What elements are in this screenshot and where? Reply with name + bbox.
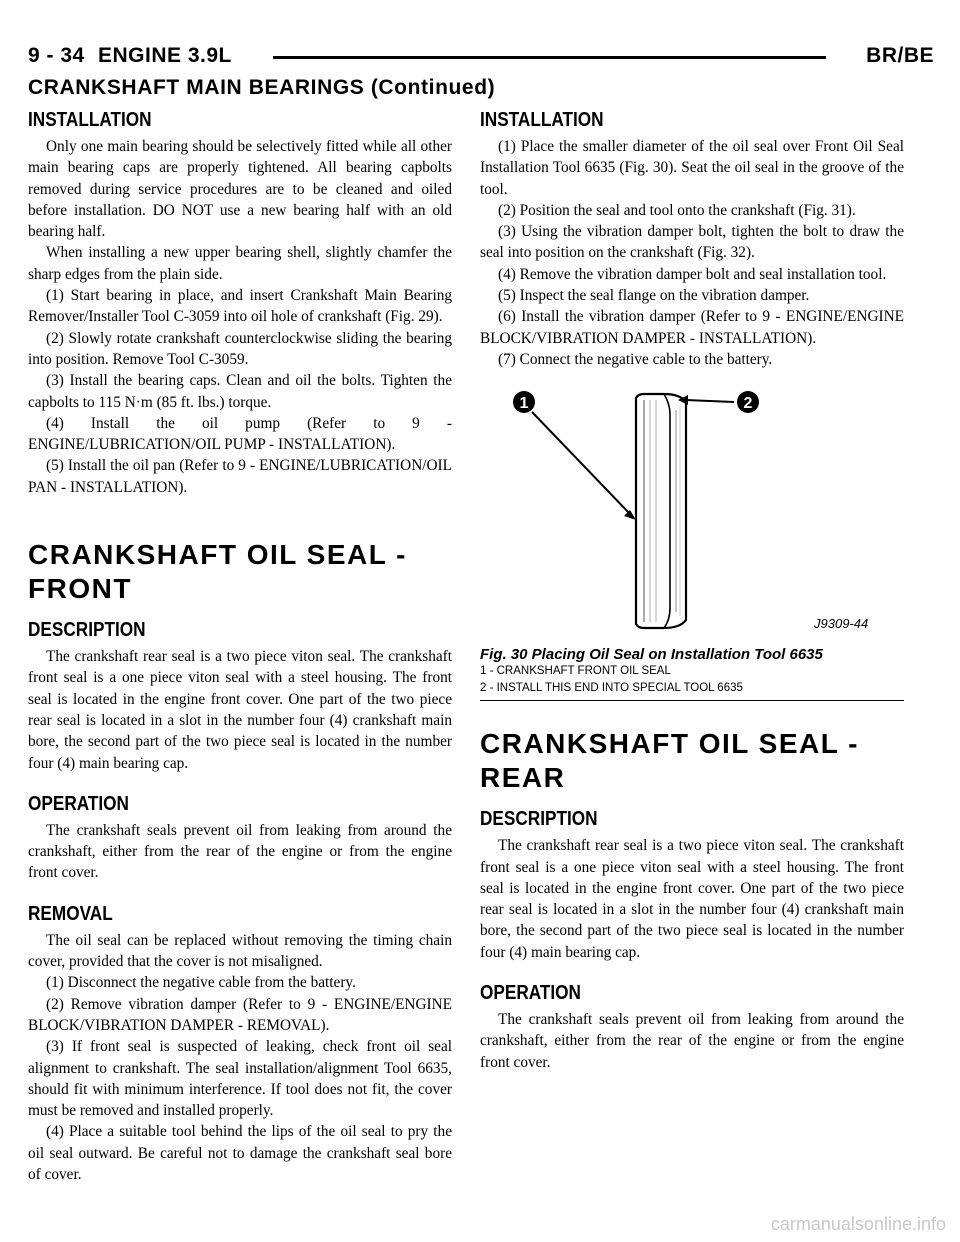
installation-heading: INSTALLATION xyxy=(480,109,604,131)
page-header xyxy=(28,44,934,74)
step: (1) Place the smaller diameter of the oil seal over Front Oil Seal Installation Tool 6635 (Fig. 30). Seat the oil seal in the groove of the tool. xyxy=(480,138,904,198)
description-heading: DESCRIPTION xyxy=(480,808,598,831)
paragraph: The oil seal can be replaced without removing the timing chain cover, provided that the cover is not misaligned. xyxy=(28,931,452,971)
installation-heading: INSTALLATION xyxy=(28,109,152,131)
section-title-rear-seal: CRANKSHAFT OIL SEAL - REAR xyxy=(480,728,859,794)
callout-1-arrowhead xyxy=(624,510,636,520)
left-column xyxy=(28,108,452,1185)
callout-2-label: 2 xyxy=(743,395,753,413)
step: (2) Position the seal and tool onto the crankshaft (Fig. 31). xyxy=(498,201,856,219)
figure-30 xyxy=(480,384,904,640)
description-heading: DESCRIPTION xyxy=(28,619,146,642)
header-rule xyxy=(273,56,826,59)
paragraph: When installing a new upper bearing shell, slightly chamfer the sharp edges from the plain side. xyxy=(28,244,452,283)
step: (5) Install the oil pan (Refer to 9 - ENGINE/LUBRICATION/OIL PAN - INSTALLATION). xyxy=(28,457,452,496)
step: (1) Disconnect the negative cable from the battery. xyxy=(46,974,356,992)
removal-heading: REMOVAL xyxy=(28,902,113,925)
figure-legend-item: 1 - CRANKSHAFT FRONT OIL SEAL xyxy=(480,665,671,678)
operation-heading: OPERATION xyxy=(480,982,581,1005)
paragraph: The crankshaft seals prevent oil from leaking from around the crankshaft, either from the rear of the engine or from the engine front cover. xyxy=(28,821,452,882)
page-number: 9 - 34 xyxy=(28,44,85,67)
continued-heading: CRANKSHAFT MAIN BEARINGS (Continued) xyxy=(28,76,496,99)
paragraph: Only one main bearing should be selectively fitted while all other main bearing caps are properly tightened. All bearing capbolts removed during service procedures are to be cleaned and oiled before installation. DO NOT use a new bearing half with an old bearing half. xyxy=(28,138,452,241)
callout-1-leader xyxy=(532,412,630,514)
step: (4) Remove the vibration damper bolt and seal installation tool. xyxy=(498,265,887,283)
paragraph: The crankshaft rear seal is a two piece viton seal. The crankshaft front seal is a one piece viton seal with a steel housing. The front seal is located in the engine front cover. One part of the two piece rear seal is located in a slot in the number four (4) crankshaft main bore, the second part of the two piece seal is located in the number four (4) main bearing cap. xyxy=(480,837,904,961)
operation-heading: OPERATION xyxy=(28,792,129,815)
section-title-front-seal: CRANKSHAFT OIL SEAL - FRONT xyxy=(28,539,407,605)
chapter-title: ENGINE 3.9L xyxy=(98,44,232,67)
model-code: BR/BE xyxy=(866,44,934,67)
figure-legend-item: 2 - INSTALL THIS END INTO SPECIAL TOOL 6635 xyxy=(480,682,743,695)
step: (3) Install the bearing caps. Clean and oil the bolts. Tighten the capbolts to 115 N·m (85 ft. lbs.) torque. xyxy=(28,372,452,411)
step: (4) Place a suitable tool behind the lips of the oil seal to pry the oil seal outward. Be careful not to damage the crankshaft seal bore of cover. xyxy=(28,1123,452,1183)
step: (6) Install the vibration damper (Refer to 9 - ENGINE/ENGINE BLOCK/VIBRATION DAMPER - INSTALLATION). xyxy=(480,308,904,347)
paragraph: The crankshaft rear seal is a two piece viton seal. The crankshaft front seal is a one piece viton seal with a steel housing. The front seal is located in the engine front cover. One part of the two piece rear seal is located in a slot in the number four (4) crankshaft main bore, the second part of the two piece seal is located in the number four (4) main bearing cap. xyxy=(28,648,452,772)
right-column xyxy=(480,108,904,1073)
step: (3) Using the vibration damper bolt, tighten the bolt to draw the seal into position on the crankshaft (Fig. 32). xyxy=(480,223,904,262)
step: (7) Connect the negative cable to the battery. xyxy=(498,350,773,368)
oil-seal-cross-section xyxy=(636,394,686,628)
paragraph: The crankshaft seals prevent oil from leaking from around the crankshaft, either from the rear of the engine or from the engine front cover. xyxy=(480,1011,904,1071)
step: (2) Remove vibration damper (Refer to 9 - ENGINE/ENGINE BLOCK/VIBRATION DAMPER - REMOVAL). xyxy=(28,995,452,1034)
callout-1-label: 1 xyxy=(519,395,529,413)
step: (2) Slowly rotate crankshaft counterclockwise sliding the bearing into position. Remove Tool C-3059. xyxy=(28,329,452,368)
callout-2-leader xyxy=(686,400,734,402)
step: (4) Install the oil pump (Refer to 9 - ENGINE/LUBRICATION/OIL PUMP - INSTALLATION). xyxy=(28,414,452,454)
oil-seal-illustration xyxy=(480,384,904,640)
figure-caption: Fig. 30 Placing Oil Seal on Installation Tool 6635 xyxy=(480,646,823,664)
step: (1) Start bearing in place, and insert Crankshaft Main Bearing Remover/Installer Tool C-3059 into oil hole of crankshaft (Fig. 29). xyxy=(28,287,452,326)
watermark: carmanualsonline.info xyxy=(770,1214,946,1234)
step: (5) Inspect the seal flange on the vibration damper. xyxy=(498,287,810,305)
step: (3) If front seal is suspected of leaking, check front oil seal alignment to crankshaft. The seal installation/alignment Tool 6635, should fit with minimum interference. If tool does not fit, the cover must be removed and installed properly. xyxy=(28,1038,452,1120)
figure-code: J9309-44 xyxy=(814,616,869,632)
